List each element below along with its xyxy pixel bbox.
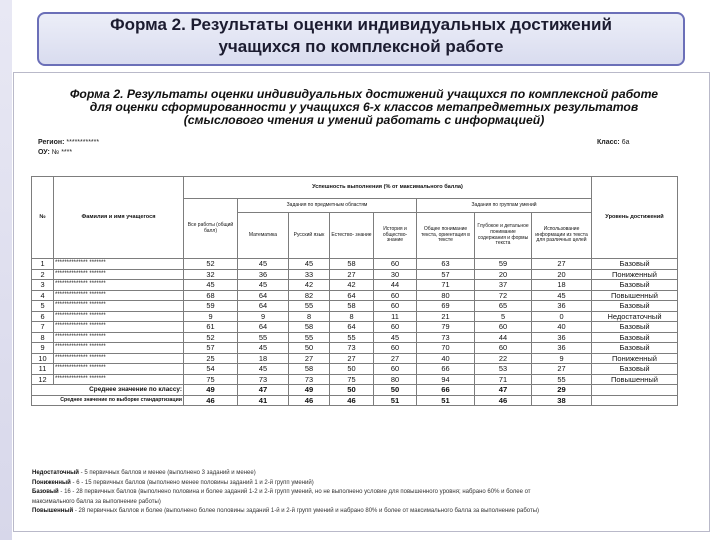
school-label: ОУ: [38, 149, 50, 156]
all-work-score: 68 [184, 290, 238, 301]
math-score: 45 [238, 280, 289, 291]
col-header-success: Успешность выполнения (% от максимального балла) [184, 177, 592, 199]
row-num: 7 [32, 322, 54, 333]
table-row [32, 364, 678, 375]
all-work-score: 25 [184, 353, 238, 364]
achievement-level: Недостаточный [592, 311, 678, 322]
all-work-score: 75 [184, 374, 238, 385]
row-num: 2 [32, 269, 54, 280]
region-field [38, 139, 99, 146]
row-num: 8 [32, 332, 54, 343]
col-header-level: Уровень достижений [592, 177, 678, 259]
history-score: 45 [374, 332, 417, 343]
slide-side-band [0, 0, 12, 540]
general-understanding-score: 57 [417, 269, 475, 280]
legend-term-2: Пониженный [32, 479, 71, 486]
sample-average-label: Среднее значение по выборке стандартизации [32, 395, 184, 406]
science-score: 42 [330, 280, 374, 291]
all-work-score: 9 [184, 311, 238, 322]
all-work-score: 59 [184, 301, 238, 312]
class-label: Класс: [597, 139, 620, 146]
achievement-level: Базовый [592, 280, 678, 291]
class-average-russian: 49 [289, 385, 330, 396]
achievement-level: Повышенный [592, 290, 678, 301]
info-use-score: 45 [532, 290, 592, 301]
achievement-level: Базовый [592, 301, 678, 312]
math-score: 45 [238, 364, 289, 375]
col-header-by-subject: Задания по предметным областям [238, 199, 417, 213]
table-row [32, 301, 678, 312]
all-work-score: 57 [184, 343, 238, 354]
russian-score: 82 [289, 290, 330, 301]
all-work-score: 61 [184, 322, 238, 333]
math-score: 9 [238, 311, 289, 322]
class-field [597, 139, 629, 146]
row-num: 4 [32, 290, 54, 301]
deep-understanding-score: 5 [475, 311, 532, 322]
science-score: 50 [330, 364, 374, 375]
science-score: 58 [330, 259, 374, 270]
col-header-num: № [32, 177, 54, 259]
row-num: 1 [32, 259, 54, 270]
student-name: ************** ******* [54, 343, 184, 354]
row-num: 5 [32, 301, 54, 312]
history-score: 60 [374, 259, 417, 270]
science-score: 64 [330, 290, 374, 301]
legend-line-2 [32, 479, 700, 489]
achievement-level: Повышенный [592, 374, 678, 385]
col-header-deep: Глубокое и детальное понимание содержания и формы текста [475, 213, 532, 259]
student-name: ************** ******* [54, 332, 184, 343]
sample-average-science: 46 [330, 395, 374, 406]
row-num: 9 [32, 343, 54, 354]
math-score: 64 [238, 301, 289, 312]
table-row [32, 353, 678, 364]
info-use-score: 0 [532, 311, 592, 322]
history-score: 60 [374, 322, 417, 333]
general-understanding-score: 80 [417, 290, 475, 301]
science-score: 58 [330, 301, 374, 312]
document-title-line-2: для оценки сформированности у учащихся 6-х классов метапредметных результатов [89, 100, 639, 114]
student-name: ************** ******* [54, 290, 184, 301]
col-header-by-skill: Задания по группам умений [417, 199, 592, 213]
math-score: 18 [238, 353, 289, 364]
info-use-score: 9 [532, 353, 592, 364]
russian-score: 27 [289, 353, 330, 364]
info-use-score: 27 [532, 364, 592, 375]
deep-understanding-score: 53 [475, 364, 532, 375]
row-num: 12 [32, 374, 54, 385]
class-average-general: 66 [417, 385, 475, 396]
table-row [32, 259, 678, 270]
table-row [32, 322, 678, 333]
col-header-use: Использование информации из текста для различных целей [532, 213, 592, 259]
class-average-row [32, 385, 678, 396]
russian-score: 33 [289, 269, 330, 280]
legend-term-1: Недостаточный [32, 470, 79, 476]
deep-understanding-score: 65 [475, 301, 532, 312]
russian-score: 58 [289, 364, 330, 375]
russian-score: 73 [289, 374, 330, 385]
deep-understanding-score: 60 [475, 322, 532, 333]
legend-term-3: Базовый [32, 489, 59, 496]
deep-understanding-score: 59 [475, 259, 532, 270]
legend-line-3 [32, 488, 700, 498]
achievement-level: Базовый [592, 364, 678, 375]
science-score: 27 [330, 353, 374, 364]
sample-average-general: 51 [417, 395, 475, 406]
sample-average-use: 38 [532, 395, 592, 406]
history-score: 60 [374, 301, 417, 312]
table-row [32, 343, 678, 354]
results-table [31, 176, 678, 406]
math-score: 73 [238, 374, 289, 385]
legend-line-3-cont: максимального балла за выполнение работы) [32, 498, 161, 505]
sample-average-deep: 46 [475, 395, 532, 406]
table-row [32, 280, 678, 291]
student-name: ************** ******* [54, 353, 184, 364]
class-average-deep: 47 [475, 385, 532, 396]
legend-text-2: - 6 - 15 первичных баллов (выполнено менее половины заданий 1 и 2-й групп умений) [70, 479, 314, 486]
class-average-level [592, 385, 678, 396]
row-num: 10 [32, 353, 54, 364]
class-average-history: 50 [374, 385, 417, 396]
math-score: 45 [238, 259, 289, 270]
deep-understanding-score: 72 [475, 290, 532, 301]
achievement-level: Базовый [592, 343, 678, 354]
class-average-math: 47 [238, 385, 289, 396]
col-header-math: Математика [238, 213, 289, 259]
achievement-level: Базовый [592, 332, 678, 343]
science-score: 27 [330, 269, 374, 280]
history-score: 44 [374, 280, 417, 291]
general-understanding-score: 63 [417, 259, 475, 270]
level-legend [32, 469, 700, 517]
student-name: ************** ******* [54, 280, 184, 291]
legend-line-4 [32, 507, 700, 517]
deep-understanding-score: 44 [475, 332, 532, 343]
general-understanding-score: 79 [417, 322, 475, 333]
achievement-level: Базовый [592, 322, 678, 333]
school-value: № **** [51, 149, 73, 156]
document-title-line-1: Форма 2. Результаты оценки индивидуальных достижений учащихся по комплексной работе [69, 87, 659, 101]
results-rows [32, 259, 678, 385]
history-score: 60 [374, 290, 417, 301]
region-label: Регион: [38, 139, 65, 146]
slide-title-line-2: учащихся по комплексной работе [218, 37, 504, 56]
deep-understanding-score: 20 [475, 269, 532, 280]
legend-term-4: Повышенный [32, 508, 74, 515]
math-score: 45 [238, 343, 289, 354]
col-header-name: Фамилия и имя учащегося [54, 177, 184, 259]
row-num: 3 [32, 280, 54, 291]
all-work-score: 52 [184, 259, 238, 270]
deep-understanding-score: 71 [475, 374, 532, 385]
deep-understanding-score: 22 [475, 353, 532, 364]
russian-score: 55 [289, 301, 330, 312]
all-work-score: 54 [184, 364, 238, 375]
table-row [32, 374, 678, 385]
russian-score: 45 [289, 259, 330, 270]
school-field [38, 149, 72, 156]
student-name: ************** ******* [54, 269, 184, 280]
row-num: 6 [32, 311, 54, 322]
general-understanding-score: 71 [417, 280, 475, 291]
student-name: ************** ******* [54, 311, 184, 322]
sample-average-row [32, 395, 678, 406]
class-average-total: 49 [184, 385, 238, 396]
student-name: ************** ******* [54, 301, 184, 312]
history-score: 30 [374, 269, 417, 280]
col-header-science: Естество- знание [330, 213, 374, 259]
math-score: 55 [238, 332, 289, 343]
general-understanding-score: 73 [417, 332, 475, 343]
legend-text-3: - 16 - 28 первичных баллов (выполнено половина и более заданий 1-2 и 2-й групп умений, но не выполнено условие для повышенного уровня; набрано 60% и более от [58, 489, 531, 496]
col-header-all-work: Все работы (общий балл) [184, 199, 238, 259]
science-score: 73 [330, 343, 374, 354]
history-score: 27 [374, 353, 417, 364]
document-title-line-3: (смыслового чтения и умений работать с информацией) [183, 113, 545, 127]
col-header-general: Общее понимание текста, ориентация в тексте [417, 213, 475, 259]
info-use-score: 20 [532, 269, 592, 280]
table-row [32, 332, 678, 343]
class-average-use: 29 [532, 385, 592, 396]
sample-average-russian: 46 [289, 395, 330, 406]
all-work-score: 32 [184, 269, 238, 280]
math-score: 64 [238, 290, 289, 301]
student-name: ************** ******* [54, 322, 184, 333]
sample-average-level [592, 395, 678, 406]
history-score: 60 [374, 364, 417, 375]
history-score: 80 [374, 374, 417, 385]
general-understanding-score: 94 [417, 374, 475, 385]
math-score: 64 [238, 322, 289, 333]
general-understanding-score: 69 [417, 301, 475, 312]
info-use-score: 36 [532, 301, 592, 312]
general-understanding-score: 21 [417, 311, 475, 322]
row-num: 11 [32, 364, 54, 375]
science-score: 64 [330, 322, 374, 333]
class-average-label: Среднее значение по классу: [32, 385, 184, 396]
science-score: 75 [330, 374, 374, 385]
student-name: ************** ******* [54, 259, 184, 270]
math-score: 36 [238, 269, 289, 280]
science-score: 55 [330, 332, 374, 343]
general-understanding-score: 40 [417, 353, 475, 364]
russian-score: 50 [289, 343, 330, 354]
info-use-score: 36 [532, 343, 592, 354]
col-header-russian: Русский язык [289, 213, 330, 259]
russian-score: 42 [289, 280, 330, 291]
science-score: 8 [330, 311, 374, 322]
info-use-score: 55 [532, 374, 592, 385]
region-value: ************ [66, 139, 100, 146]
table-row [32, 269, 678, 280]
achievement-level: Пониженный [592, 269, 678, 280]
general-understanding-score: 66 [417, 364, 475, 375]
general-understanding-score: 70 [417, 343, 475, 354]
table-row [32, 290, 678, 301]
slide-title-line-1: Форма 2. Результаты оценки индивидуальных достижений [110, 15, 612, 34]
document-scan [13, 72, 710, 532]
document-title [34, 88, 694, 127]
student-name: ************** ******* [54, 374, 184, 385]
history-score: 60 [374, 343, 417, 354]
sample-average-history: 51 [374, 395, 417, 406]
achievement-level: Базовый [592, 259, 678, 270]
sample-average-math: 41 [238, 395, 289, 406]
all-work-score: 52 [184, 332, 238, 343]
all-work-score: 45 [184, 280, 238, 291]
col-header-history: История и общество- знание [374, 213, 417, 259]
info-use-score: 40 [532, 322, 592, 333]
russian-score: 58 [289, 322, 330, 333]
legend-text-4: - 28 первичных баллов и более (выполнено более половины заданий 1-й и 2-й групп умений и набрано 80% и более от максимального балла за выполнение работы) [73, 508, 540, 515]
legend-line-1 [32, 469, 700, 479]
table-row [32, 311, 678, 322]
deep-understanding-score: 60 [475, 343, 532, 354]
achievement-level: Пониженный [592, 353, 678, 364]
deep-understanding-score: 37 [475, 280, 532, 291]
sample-average-total: 46 [184, 395, 238, 406]
russian-score: 55 [289, 332, 330, 343]
student-name: ************** ******* [54, 364, 184, 375]
russian-score: 8 [289, 311, 330, 322]
class-average-science: 50 [330, 385, 374, 396]
info-use-score: 36 [532, 332, 592, 343]
info-use-score: 27 [532, 259, 592, 270]
class-value: 6а [621, 139, 630, 146]
history-score: 11 [374, 311, 417, 322]
slide-title-banner [37, 12, 685, 66]
info-use-score: 18 [532, 280, 592, 291]
legend-text-1: - 5 первичных баллов и менее (выполнено 3 заданий и менее) [78, 470, 256, 476]
